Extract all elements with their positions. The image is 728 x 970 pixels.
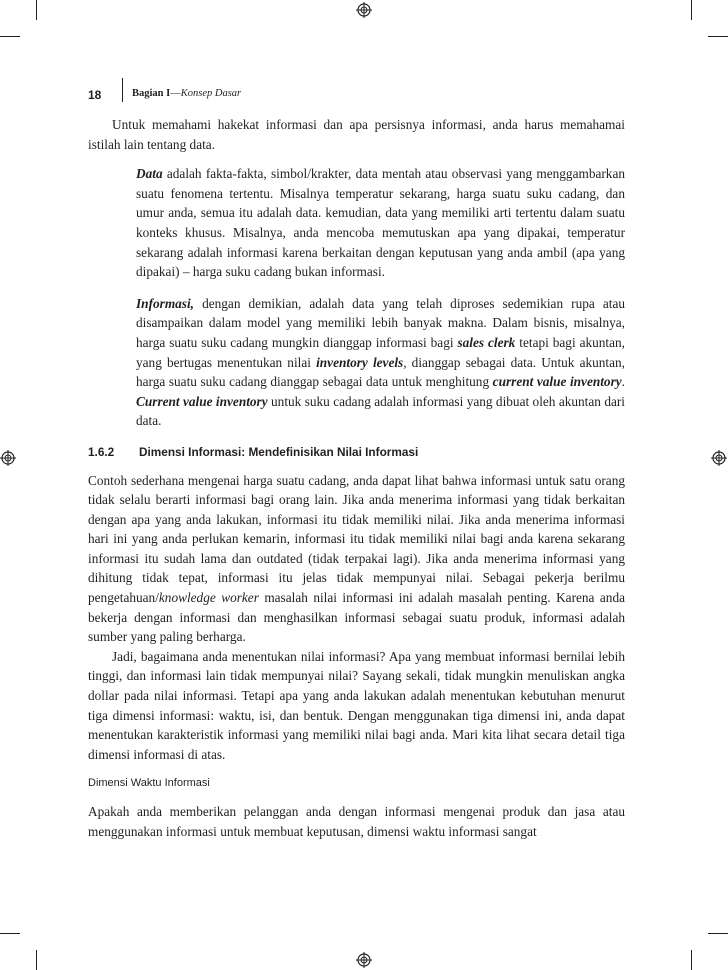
- information-text: , dianggap sebagai data. Untuk akuntan, harga suatu suku cadang dianggap sebagai data untuk menghitung: [136, 354, 625, 390]
- section-title: Dimensi Informasi: Mendefinisikan Nilai Informasi: [139, 444, 419, 459]
- information-term: Informasi,: [136, 295, 195, 311]
- subsection-heading: Dimensi Waktu Informasi: [88, 777, 210, 790]
- header-title: [132, 88, 241, 99]
- crop-mark: [691, 950, 692, 970]
- running-header: [88, 86, 628, 106]
- header-divider: [122, 78, 123, 102]
- body-paragraph: Jadi, bagaimana anda menentukan nilai informasi? Apa yang membuat informasi bernilai lebih tinggi, dan informasi lain tidak mempunyai nilai? Sayang sekali, tidak mungkin menuliskan angka dollar pada nilai informasi. Tetapi apa yang anda lakukan adalah menentukan kebutuhan menurut tiga dimensi informasi: waktu, isi, dan bentuk. Dengan menggunakan tiga dimensi ini, anda dapat menentukan karakteristik informasi yang memiliki nilai bagi anda. Mari kita lihat secara detail tiga dimensi informasi di atas.: [88, 648, 625, 762]
- information-text: dengan demikian, adalah data yang telah diproses sedemikian rupa atau disampaikan dalam model yang memiliki lebih banyak makna. Dalam bisnis, misalnya, harga suatu suku cadang mungkin dianggap informasi bagi: [136, 295, 625, 350]
- crop-mark: [691, 0, 692, 20]
- paragraph-text: masalah nilai informasi ini adalah masalah penting. Karena anda bekerja dengan informasi dan menghasilkan informasi sebagai suatu produk, informasi adalah sumber yang paling berharga.: [88, 590, 625, 645]
- header-part-title: Konsep Dasar: [180, 88, 242, 99]
- intro-paragraph: Untuk memahami hakekat informasi dan apa persisnya informasi, anda harus memahamai istilah lain tentang data.: [88, 117, 625, 152]
- crop-mark: [36, 0, 37, 20]
- page-number: 18: [88, 88, 102, 102]
- information-definition: [136, 294, 625, 431]
- data-term: Data: [136, 166, 163, 182]
- crop-mark: [708, 933, 728, 934]
- information-text: untuk suku cadang adalah informasi yang dibuat oleh akuntan dari data.: [136, 393, 625, 429]
- registration-mark-icon: [0, 450, 16, 466]
- section-number: 1.6.2: [88, 444, 115, 459]
- header-part: Bagian I: [132, 88, 171, 99]
- page-body: [88, 115, 625, 841]
- registration-mark-icon: [711, 450, 727, 466]
- term-sales-clerk: sales clerk: [457, 334, 516, 350]
- information-text: tetapi bagi akuntan, yang bertugas menentukan nilai: [136, 334, 625, 370]
- header-separator: —: [170, 88, 181, 99]
- crop-mark: [708, 36, 728, 37]
- crop-mark: [36, 950, 37, 970]
- paragraph-text: Contoh sederhana mengenai harga suatu cadang, anda dapat lihat bahwa informasi untuk satu orang tidak selalu berarti informasi bagi orang lain. Jika anda menerima informasi yang tidak berkaitan dengan apa yang anda lakukan, informasi itu tidak memiliki nilai. Jika anda menerima informasi hari ini yang anda perlukan kemarin, informasi itu tidak memiliki nilai bagi anda karena sekarang informasi itu sudah lama dan outdated (tidak terpakai lagi). Jika anda menerima informasi yang dihitung tidak tepat, informasi itu jelas tidak mempunyai nilai. Sebagai pekerja berilmu pengetahuan/: [88, 472, 625, 606]
- crop-mark: [0, 36, 20, 37]
- crop-mark: [0, 933, 20, 934]
- information-text: .: [621, 374, 625, 390]
- term-knowledge-worker: knowledge worker: [158, 590, 259, 606]
- body-paragraph: Apakah anda memberikan pelanggan anda dengan informasi mengenai produk dan jasa atau menggunakan informasi untuk membuat keputusan, dimensi waktu informasi sangat: [88, 804, 625, 839]
- term-current-value-inventory: Current value inventory: [136, 393, 268, 409]
- data-definition: [136, 164, 625, 282]
- term-inventory-levels: inventory levels: [316, 354, 404, 370]
- data-definition-text: adalah fakta-fakta, simbol/krakter, data mentah atau observasi yang menggambarkan suatu fenomena tertentu. Misalnya temperatur sekarang, harga suatu suku cadang, dan umur anda, semua itu adalah data. kemudian, data yang memiliki arti tertentu dalam suatu konteks khusus. Misalnya, anda mencoba memutuskan apa yang dipakai, temperatur sekarang adalah informasi karena berkaitan dengan keputusan yang anda ambil (apa yang dipakai) – harga suku cadang bukan informasi.: [136, 166, 625, 280]
- term-current-value-inventory: current value inventory: [492, 374, 622, 390]
- section-heading: [88, 443, 625, 463]
- registration-mark-icon: [356, 2, 372, 18]
- body-paragraph: [88, 471, 625, 647]
- registration-mark-icon: [356, 952, 372, 968]
